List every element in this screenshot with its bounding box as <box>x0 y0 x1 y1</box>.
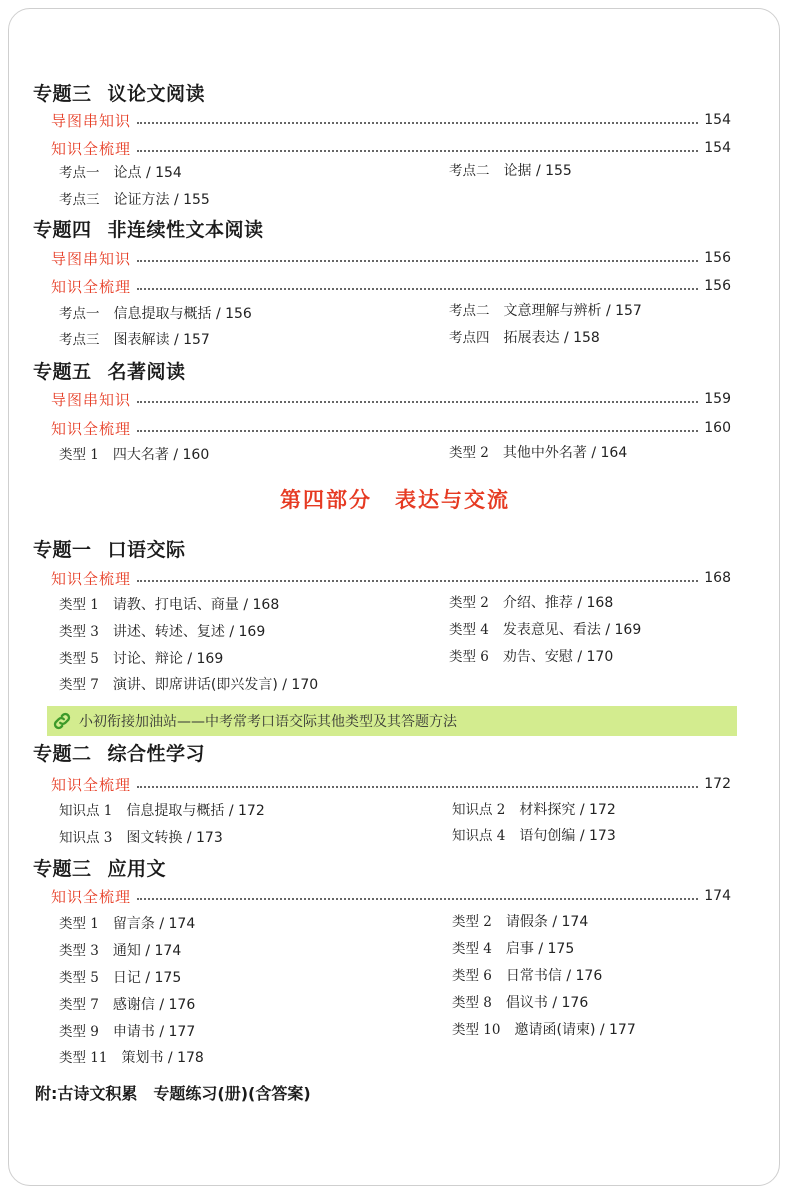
topic-item[interactable]: 类型 5 讨论、辩论 / 169 <box>59 651 224 667</box>
topic-item[interactable]: 考点三 图表解读 / 157 <box>59 332 210 348</box>
toc-entry[interactable] <box>51 247 731 269</box>
topic-item[interactable]: 考点一 论点 / 154 <box>59 165 182 181</box>
leader-dots <box>137 786 698 788</box>
toc-page <box>8 8 780 1186</box>
topic-item[interactable]: 类型 6 日常书信 / 176 <box>452 968 603 984</box>
toc-entry[interactable] <box>51 137 731 159</box>
topic-item[interactable]: 类型 5 日记 / 175 <box>59 970 182 986</box>
topic-item[interactable]: 考点四 拓展表达 / 158 <box>449 330 600 346</box>
topic-item[interactable]: 类型 3 讲述、转述、复述 / 169 <box>59 624 266 640</box>
toc-label: 导图串知识 <box>51 111 132 130</box>
topic-item[interactable]: 类型 7 感谢信 / 176 <box>59 997 196 1013</box>
page-number: 160 <box>704 420 731 436</box>
leader-dots <box>137 288 698 290</box>
toc-entry[interactable] <box>51 109 731 131</box>
page-number: 172 <box>704 776 731 792</box>
toc-entry[interactable] <box>51 388 731 410</box>
topic-item[interactable]: 类型 6 劝告、安慰 / 170 <box>449 649 614 665</box>
page-number: 156 <box>704 250 731 266</box>
topic-item[interactable]: 类型 10 邀请函(请柬) / 177 <box>452 1022 636 1038</box>
page-number: 174 <box>704 888 731 904</box>
bridge-station-banner[interactable] <box>47 706 737 736</box>
section-heading: 专题一 口语交际 <box>33 539 186 561</box>
appendix-line[interactable]: 附:古诗文积累 专题练习(册)(含答案) <box>35 1084 311 1103</box>
topic-item[interactable]: 类型 9 申请书 / 177 <box>59 1024 196 1040</box>
toc-entry[interactable] <box>51 275 731 297</box>
topic-item[interactable]: 类型 2 请假条 / 174 <box>452 914 589 930</box>
topic-item[interactable]: 知识点 3 图文转换 / 173 <box>59 830 223 846</box>
topic-item[interactable]: 类型 8 倡议书 / 176 <box>452 995 589 1011</box>
topic-item[interactable]: 类型 1 请教、打电话、商量 / 168 <box>59 597 280 613</box>
leader-dots <box>137 430 698 432</box>
toc-entry[interactable] <box>51 417 731 439</box>
section-heading: 专题三 应用文 <box>33 858 167 880</box>
page-number: 154 <box>704 140 731 156</box>
link-icon <box>51 710 73 732</box>
topic-item[interactable]: 考点三 论证方法 / 155 <box>59 192 210 208</box>
topic-item[interactable]: 类型 11 策划书 / 178 <box>59 1050 204 1066</box>
toc-label: 知识全梳理 <box>51 569 132 588</box>
page-number: 168 <box>704 570 731 586</box>
topic-item[interactable]: 类型 1 留言条 / 174 <box>59 916 196 932</box>
page-number: 154 <box>704 112 731 128</box>
part-heading: 第四部分 表达与交流 <box>280 488 510 512</box>
toc-label: 知识全梳理 <box>51 139 132 158</box>
page-number: 159 <box>704 391 731 407</box>
leader-dots <box>137 260 698 262</box>
topic-item[interactable]: 类型 2 其他中外名著 / 164 <box>449 445 628 461</box>
toc-label: 导图串知识 <box>51 390 132 409</box>
topic-item[interactable]: 知识点 1 信息提取与概括 / 172 <box>59 803 265 819</box>
toc-label: 知识全梳理 <box>51 277 132 296</box>
leader-dots <box>137 401 698 403</box>
topic-item[interactable]: 类型 4 启事 / 175 <box>452 941 575 957</box>
page-number: 156 <box>704 278 731 294</box>
topic-item[interactable]: 类型 1 四大名著 / 160 <box>59 447 210 463</box>
toc-entry[interactable] <box>51 885 731 907</box>
topic-item[interactable]: 类型 4 发表意见、看法 / 169 <box>449 622 642 638</box>
toc-entry[interactable] <box>51 773 731 795</box>
leader-dots <box>137 150 698 152</box>
toc-label: 知识全梳理 <box>51 419 132 438</box>
section-heading: 专题二 综合性学习 <box>33 743 206 765</box>
leader-dots <box>137 122 698 124</box>
leader-dots <box>137 580 698 582</box>
toc-entry[interactable] <box>51 567 731 589</box>
leader-dots <box>137 898 698 900</box>
topic-item[interactable]: 类型 3 通知 / 174 <box>59 943 182 959</box>
topic-item[interactable]: 知识点 4 语句创编 / 173 <box>452 828 616 844</box>
toc-label: 导图串知识 <box>51 249 132 268</box>
topic-item[interactable]: 考点二 论据 / 155 <box>449 163 572 179</box>
topic-item[interactable]: 类型 2 介绍、推荐 / 168 <box>449 595 614 611</box>
section-heading: 专题五 名著阅读 <box>33 361 186 383</box>
section-heading: 专题四 非连续性文本阅读 <box>33 219 264 241</box>
topic-item[interactable]: 知识点 2 材料探究 / 172 <box>452 802 616 818</box>
topic-item[interactable]: 类型 7 演讲、即席讲话(即兴发言) / 170 <box>59 677 319 693</box>
section-heading: 专题三 议论文阅读 <box>33 83 206 105</box>
topic-item[interactable]: 考点二 文意理解与辨析 / 157 <box>449 303 642 319</box>
toc-label: 知识全梳理 <box>51 887 132 906</box>
banner-text: 小初衔接加油站——中考常考口语交际其他类型及其答题方法 <box>79 714 457 730</box>
topic-item[interactable]: 考点一 信息提取与概括 / 156 <box>59 306 252 322</box>
toc-label: 知识全梳理 <box>51 775 132 794</box>
